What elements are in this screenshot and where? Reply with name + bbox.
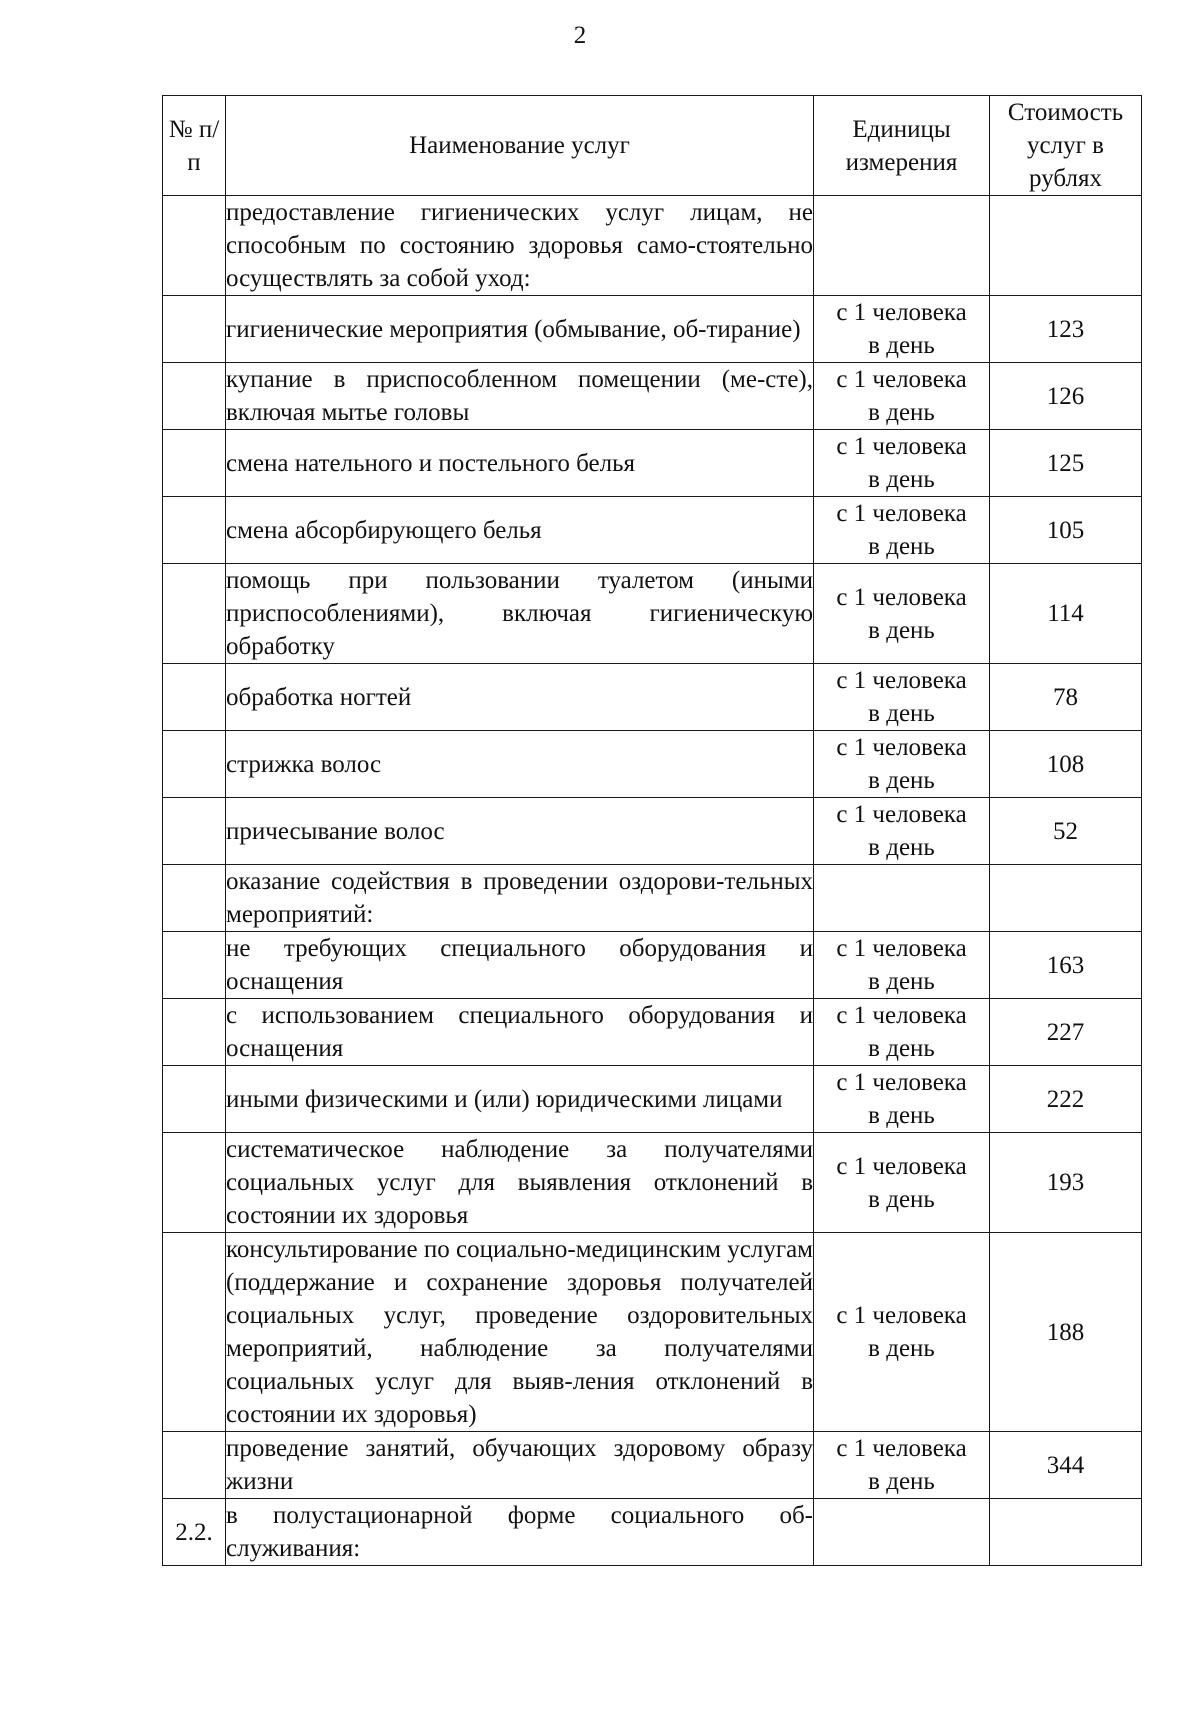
header-price: Стоимость услуг в рублях: [990, 96, 1142, 196]
table-row: [163, 798, 1142, 865]
unit-cell: [814, 497, 990, 564]
service-name: смена нательного и постельного белья: [226, 449, 635, 477]
price-cell: 163: [990, 932, 1142, 999]
table-row: [163, 999, 1142, 1066]
service-name-cell: [226, 363, 814, 430]
unit-line-1: с 1 человека: [836, 1152, 967, 1180]
row-number: [163, 196, 226, 296]
price-cell: [990, 865, 1142, 932]
unit-cell: [814, 296, 990, 363]
row-number: [163, 798, 226, 865]
price-cell: 114: [990, 564, 1142, 664]
row-number: [163, 564, 226, 664]
unit-line-2: в день: [868, 1035, 935, 1062]
row-number: [163, 430, 226, 497]
service-name: проведение занятий, обучающих здоровому образу жизни: [226, 1435, 813, 1495]
row-number: [163, 731, 226, 798]
table-row: [163, 731, 1142, 798]
service-name-cell: [226, 497, 814, 564]
unit-cell: [814, 932, 990, 999]
price-cell: 123: [990, 296, 1142, 363]
unit-line-1: с 1 человека: [836, 583, 967, 611]
price-cell: [990, 1499, 1142, 1566]
price-cell: 52: [990, 798, 1142, 865]
header-number: № п/п: [163, 96, 226, 196]
service-name: обработка ногтей: [226, 683, 412, 711]
service-name-cell: [226, 1432, 814, 1499]
table-row: [163, 564, 1142, 664]
service-name-cell: [226, 731, 814, 798]
header-service-name: Наименование услуг: [226, 96, 814, 196]
table-row: [163, 865, 1142, 932]
table-row: [163, 1499, 1142, 1566]
service-name: предоставление гигиенических услуг лицам, не способным по состоянию здоровья само-стоятельно осуществлять за собой уход:: [226, 199, 813, 292]
unit-line-1: с 1 человека: [836, 1435, 967, 1462]
table-row: [163, 664, 1142, 731]
unit-cell: [814, 731, 990, 798]
unit-line-1: с 1 человека: [836, 1069, 967, 1096]
price-cell: 344: [990, 1432, 1142, 1499]
unit-cell: [814, 1133, 990, 1233]
table-row: [163, 1133, 1142, 1233]
service-name-cell: [226, 1066, 814, 1133]
table-row: [163, 1233, 1142, 1432]
row-number: [163, 1133, 226, 1233]
service-name: купание в приспособленном помещении (ме-сте), включая мытье головы: [226, 366, 813, 426]
service-name-cell: [226, 932, 814, 999]
price-cell: 105: [990, 497, 1142, 564]
unit-cell: [814, 1066, 990, 1133]
unit-line-1: с 1 человека: [836, 734, 967, 761]
price-cell: 125: [990, 430, 1142, 497]
service-name: гигиенические мероприятия (обмывание, об-тирание): [226, 315, 801, 343]
row-number: [163, 865, 226, 932]
unit-line-1: с 1 человека: [836, 801, 967, 828]
unit-cell: [814, 564, 990, 664]
row-number: [163, 363, 226, 430]
table-row: [163, 363, 1142, 430]
row-number: [163, 296, 226, 363]
price-cell: 108: [990, 731, 1142, 798]
service-name: помощь при пользовании туалетом (иными приспособлениями), включая гигиеническую обработку: [226, 567, 813, 660]
unit-cell: [814, 865, 990, 932]
unit-cell: [814, 664, 990, 731]
service-name-cell: [226, 296, 814, 363]
unit-line-1: с 1 человека: [836, 299, 967, 326]
price-cell: 78: [990, 664, 1142, 731]
table-row: [163, 296, 1142, 363]
unit-line-1: с 1 человека: [836, 935, 967, 962]
header-unit: Единицы измерения: [814, 96, 990, 196]
unit-line-2: в день: [868, 533, 935, 560]
service-name-cell: [226, 564, 814, 664]
unit-line-2: в день: [868, 466, 935, 493]
table-row: [163, 196, 1142, 296]
price-cell: 126: [990, 363, 1142, 430]
service-name: в полустационарной форме социального об-служивания:: [226, 1502, 813, 1562]
price-cell: [990, 196, 1142, 296]
unit-line-2: в день: [868, 1185, 935, 1213]
unit-cell: [814, 1499, 990, 1566]
unit-line-2: в день: [868, 767, 935, 794]
unit-line-1: с 1 человека: [836, 366, 967, 393]
unit-cell: [814, 363, 990, 430]
services-price-table: [162, 95, 1142, 1566]
unit-line-2: в день: [868, 616, 935, 644]
unit-line-2: в день: [868, 1335, 935, 1362]
unit-cell: [814, 1233, 990, 1432]
row-number: [163, 999, 226, 1066]
table-row: [163, 932, 1142, 999]
row-number: 2.2.: [163, 1499, 226, 1566]
row-number: [163, 932, 226, 999]
service-name: с использованием специального оборудования и оснащения: [226, 1002, 813, 1062]
unit-line-1: с 1 человека: [836, 1302, 967, 1329]
service-name: причесывание волос: [226, 817, 445, 845]
row-number: [163, 664, 226, 731]
service-name-cell: [226, 196, 814, 296]
unit-cell: [814, 1432, 990, 1499]
service-name-cell: [226, 1499, 814, 1566]
unit-line-1: с 1 человека: [836, 500, 967, 527]
row-number: [163, 1233, 226, 1432]
service-name-cell: [226, 1233, 814, 1432]
service-name: не требующих специального оборудования и оснащения: [226, 935, 813, 995]
unit-line-2: в день: [868, 1102, 935, 1129]
table-row: [163, 1066, 1142, 1133]
page-number: 2: [573, 22, 587, 49]
service-name-cell: [226, 798, 814, 865]
row-number: [163, 1432, 226, 1499]
price-cell: 222: [990, 1066, 1142, 1133]
service-name: систематическое наблюдение за получателями социальных услуг для выявления отклонений в состоянии их здоровья: [226, 1136, 813, 1229]
unit-line-2: в день: [868, 968, 935, 995]
unit-cell: [814, 798, 990, 865]
service-name: иными физическими и (или) юридическими лицами: [226, 1085, 783, 1113]
unit-cell: [814, 196, 990, 296]
unit-line-2: в день: [868, 700, 935, 727]
price-cell: 227: [990, 999, 1142, 1066]
unit-line-2: в день: [868, 834, 935, 861]
table-row: [163, 497, 1142, 564]
unit-line-1: с 1 человека: [836, 1002, 967, 1029]
row-number: [163, 1066, 226, 1133]
price-cell: 193: [990, 1133, 1142, 1233]
unit-cell: [814, 430, 990, 497]
unit-line-2: в день: [868, 332, 935, 359]
price-cell: 188: [990, 1233, 1142, 1432]
unit-line-1: с 1 человека: [836, 433, 967, 460]
unit-line-2: в день: [868, 1468, 935, 1495]
table-body: [163, 196, 1142, 1566]
unit-line-1: с 1 человека: [836, 667, 967, 694]
table-header-row: [163, 96, 1142, 196]
service-name: оказание содействия в проведении оздорови-тельных мероприятий:: [226, 868, 813, 928]
service-name-cell: [226, 430, 814, 497]
table-row: [163, 1432, 1142, 1499]
service-name-cell: [226, 664, 814, 731]
table-row: [163, 430, 1142, 497]
row-number: [163, 497, 226, 564]
service-name-cell: [226, 999, 814, 1066]
unit-line-2: в день: [868, 399, 935, 426]
service-name-cell: [226, 865, 814, 932]
service-name: консультирование по социально-медицинским услугам (поддержание и сохранение здоровья получателей социальных услуг, проведение оздоровительных мероприятий, наблюдение за получателями социальных услуг для выяв-ления отклонений в состоянии их здоровья): [226, 1236, 813, 1428]
unit-cell: [814, 999, 990, 1066]
service-name-cell: [226, 1133, 814, 1233]
service-name: стрижка волос: [226, 750, 382, 778]
service-name: смена абсорбирующего белья: [226, 516, 542, 544]
